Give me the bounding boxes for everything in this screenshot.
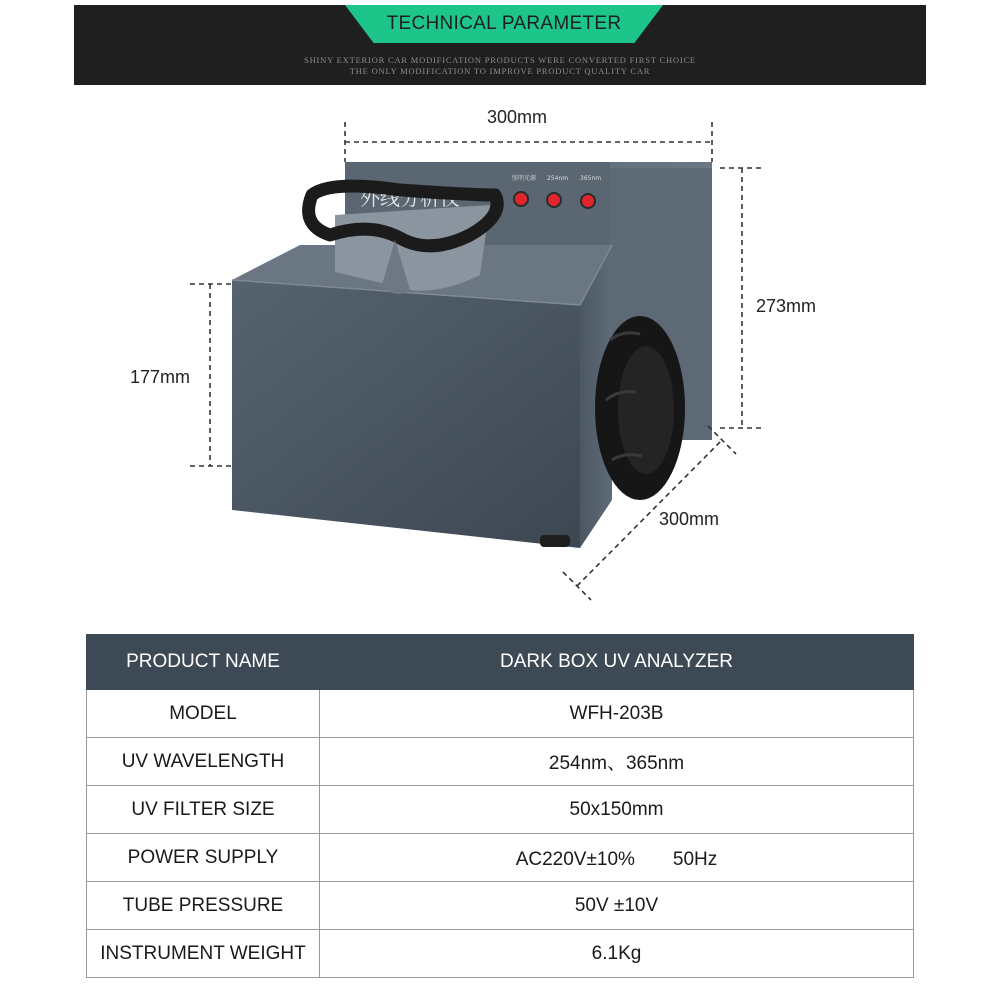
- switch-label-254: 254nm: [547, 175, 569, 182]
- tube-pressure-value: 50V ±10V: [320, 882, 914, 930]
- switch-label-light: 照明光源: [512, 175, 537, 182]
- front-height-dimension-label: 177mm: [130, 367, 191, 387]
- model-label: MODEL: [87, 690, 320, 738]
- switch-365-button: [581, 194, 595, 208]
- switch-254-button: [547, 193, 561, 207]
- instrument-weight-value: 6.1Kg: [320, 930, 914, 978]
- side-cloth-port: [595, 316, 685, 500]
- table-header-row: [87, 635, 914, 690]
- spec-table: [86, 634, 914, 978]
- page-title: TECHNICAL PARAMETER: [386, 13, 622, 34]
- uv-wavelength-label: UV WAVELENGTH: [87, 738, 320, 786]
- switch-label-365: 365nm: [580, 175, 602, 182]
- height-dimension-label: 273mm: [756, 296, 817, 316]
- model-value: WFH-203B: [320, 690, 914, 738]
- table-row: [87, 786, 914, 834]
- tube-pressure-label: TUBE PRESSURE: [87, 882, 320, 930]
- uv-filter-size-value: 50x150mm: [320, 786, 914, 834]
- uv-filter-size-label: UV FILTER SIZE: [87, 786, 320, 834]
- banner-subtitle-line2: THE ONLY MODIFICATION TO IMPROVE PRODUCT QUALITY CAR: [349, 66, 651, 76]
- table-row: [87, 882, 914, 930]
- table-row: [87, 834, 914, 882]
- power-supply-label: POWER SUPPLY: [87, 834, 320, 882]
- table-row: [87, 690, 914, 738]
- table-row: [87, 738, 914, 786]
- banner-subtitle-line1: SHINY EXTERIOR CAR MODIFICATION PRODUCTS WERE CONVERTED FIRST CHOICE: [304, 55, 696, 65]
- table-row: [87, 930, 914, 978]
- switch-light-button: [514, 192, 528, 206]
- depth-dimension-label: 300mm: [659, 509, 720, 529]
- uv-wavelength-value: 254nm、365nm: [320, 738, 914, 786]
- product-name-value: DARK BOX UV ANALYZER: [320, 635, 914, 690]
- width-dimension-label: 300mm: [487, 107, 548, 127]
- instrument-weight-label: INSTRUMENT WEIGHT: [87, 930, 320, 978]
- power-supply-value: AC220V±10% 50Hz: [320, 834, 914, 882]
- panel-text: 外线分析仪: [360, 186, 460, 210]
- product-name-label: PRODUCT NAME: [87, 635, 320, 690]
